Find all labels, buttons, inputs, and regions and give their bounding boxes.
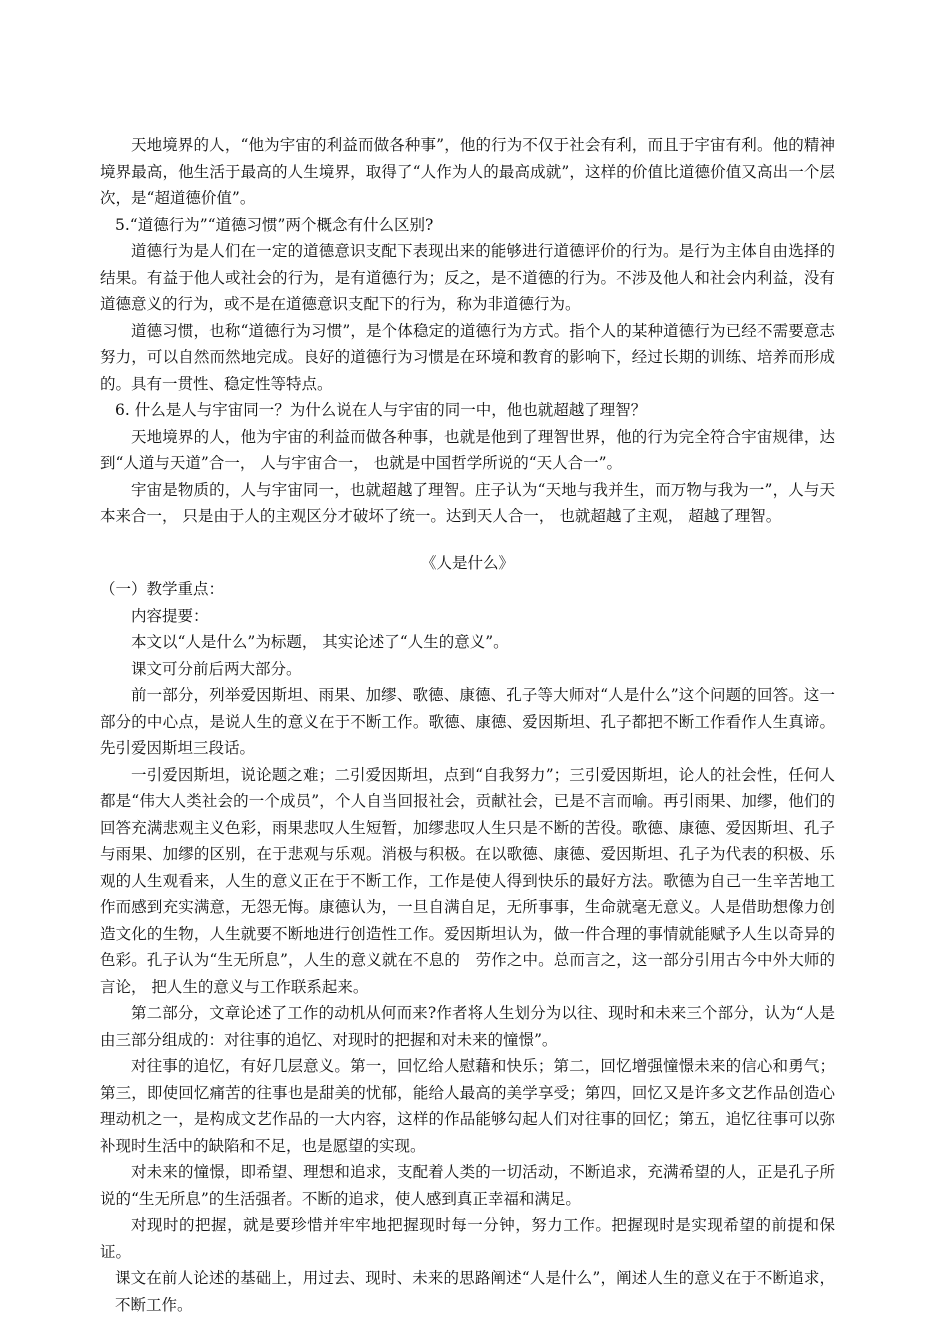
summary-label: 内容提要： bbox=[131, 606, 209, 625]
body-paragraph: 对往事的追忆，有好几层意义。第一，回忆给人慰藉和快乐；第二，回忆增强憧憬未来的信心和勇气；第三，即使回忆痛苦的往事也是甜美的忧郁，能给人最高的美学享受；第四，回忆又是许多文艺作品创造心理动机之一，是构成文艺作品的一大内容，这样的作品能够勾起人们对往事的回忆；第五，追忆往事可以弥补现时生活中的缺陷和不足，也是愿望的实现。 bbox=[100, 1057, 835, 1155]
section-heading: （一）教学重点： bbox=[100, 580, 225, 598]
answer-paragraph: 天地境界的人，他为宇宙的利益而做各种事，也就是他到了理智世界，他的行为完全符合宇宙规律，达到“人道与天道”合一， 人与宇宙合一， 也就是中国哲学所说的“天人合一”。 bbox=[100, 427, 835, 472]
closing-paragraph: 课文在前人论述的基础上，用过去、现时、未来的思路阐述“人是什么”，阐述人生的意义在于不断追求，不断工作。 bbox=[115, 1269, 835, 1314]
intro-paragraph: 天地境界的人，“他为宇宙的利益而做各种事”，他的行为不仅于社会有利，而且于宇宙有利。他的精神境界最高，他生活于最高的人生境界，取得了“人作为人的最高成就”，这样的价值比道德价值又高出一个层次，是“超道德价值”。 bbox=[100, 136, 835, 207]
body-paragraph: 一引爱因斯坦，说论题之难；二引爱因斯坦，点到“自我努力”；三引爱因斯坦，论人的社会性，任何人都是“伟大人类社会的一个成员”，个人自当回报社会，贡献社会，已是不言而喻。再引雨果、加缪，他们的回答充满悲观主义色彩，雨果悲叹人生短暂，加缪悲叹人生只是不断的苦役。歌德、康德、爱因斯坦、孔子与雨果、加缪的区别，在于悲观与乐观。消极与积极。在以歌德、康德、爱因斯坦、孔子为代表的积极、乐观的人生观看来，人生的意义正在于不断工作，工作是使人得到快乐的最好方法。歌德为自己一生辛苦地工作而感到充实满意，无怨无悔。康德认为，一旦自满自足，无所事事，生命就毫无意义。人是借助想像力创造文化的生物，人生就要不断地进行创造性工作。爱因斯坦认为，做一件合理的事情就能赋予人生以奇异的色彩。孔子认为“生无所息”，人生的意义就在不息的 劳作之中。总而言之，这一部分引用古今中外大师的言论， 把人生的意义与工作联系起来。 bbox=[100, 765, 835, 996]
question-5: 5.“道德行为”“道德习惯”两个概念有什么区别? bbox=[115, 215, 434, 234]
answer-paragraph: 道德行为是人们在一定的道德意识支配下表现出来的能够进行道德评价的行为。是行为主体自由选择的结果。有益于他人或社会的行为，是有道德行为；反之，是不道德的行为。不涉及他人和社会内利益，没有道德意义的行为，或不是在道德意识支配下的行为，称为非道德行为。 bbox=[100, 242, 835, 313]
section-title: 《人是什么》 bbox=[420, 553, 514, 572]
body-paragraph: 第二部分，文章论述了工作的动机从何而来?作者将人生划分为以往、现时和未来三个部分，认为“人是由三部分组成的：对往事的追忆、对现时的把握和对未来的憧憬”。 bbox=[100, 1004, 835, 1049]
answer-paragraph: 宇宙是物质的，人与宇宙同一，也就超越了理智。庄子认为“天地与我并生，而万物与我为一”，人与天本来合一， 只是由于人的主观区分才破坏了统一。达到天人合一， 也就超越了主观， 超越了理智。 bbox=[100, 480, 835, 525]
answer-paragraph: 道德习惯，也称“道德行为习惯”，是个体稳定的道德行为方式。指个人的某种道德行为已经不需要意志努力，可以自然而然地完成。良好的道德行为习惯是在环境和教育的影响下，经过长期的训练、培养而形成的。具有一贯性、稳定性等特点。 bbox=[100, 321, 835, 393]
question-6: 6. 什么是人与宇宙同一？为什么说在人与宇宙的同一中，他也就超越了理智？ bbox=[115, 401, 647, 419]
body-paragraph: 对现时的把握，就是要珍惜并牢牢地把握现时每一分钟，努力工作。把握现时是实现希望的前提和保证。 bbox=[100, 1216, 835, 1261]
body-paragraph: 对未来的憧憬，即希望、理想和追求，支配着人类的一切活动，不断追求，充满希望的人，正是孔子所说的“生无所息”的生活强者。不断的追求，使人感到真正幸福和满足。 bbox=[100, 1163, 835, 1208]
body-paragraph: 前一部分，列举爱因斯坦、雨果、加缪、歌德、康德、孔子等大师对“人是什么”这个问题的回答。这一部分的中心点，是说人生的意义在于不断工作。歌德、康德、爱因斯坦、孔子都把不断工作看作人生真谛。先引爱因斯坦三段话。 bbox=[100, 686, 835, 757]
body-paragraph: 课文可分前后两大部分。 bbox=[131, 659, 302, 678]
document-body bbox=[100, 132, 835, 1318]
body-paragraph: 本文以“人是什么”为标题， 其实论述了“人生的意义”。 bbox=[131, 633, 509, 651]
